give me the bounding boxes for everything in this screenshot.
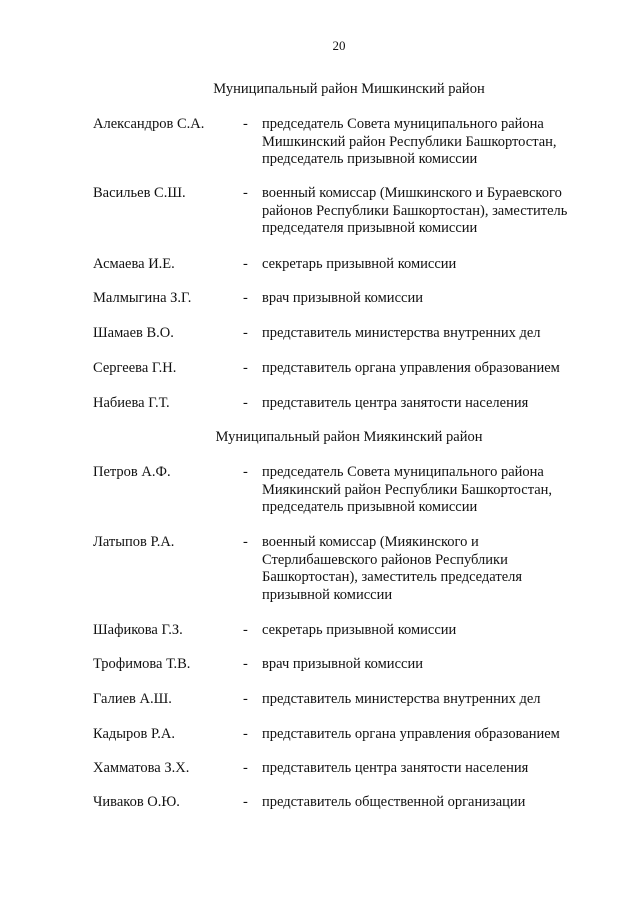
member-dash: - <box>243 256 248 272</box>
member-role-line: представитель министерства внутренних дел <box>262 325 541 341</box>
member-dash: - <box>243 464 248 480</box>
member-role-line: врач призывной комиссии <box>262 656 423 672</box>
member-role-line: председатель Совета муниципального района <box>262 464 544 480</box>
member-role-line: представитель органа управления образованием <box>262 360 560 376</box>
member-dash: - <box>243 360 248 376</box>
member-role <box>262 760 602 778</box>
section-title: Муниципальный район Мишкинский район <box>213 81 485 97</box>
member-dash: - <box>243 116 248 132</box>
member-dash: - <box>243 534 248 550</box>
member-role-line: представитель органа управления образованием <box>262 726 560 742</box>
member-role <box>262 256 602 274</box>
member-role <box>262 691 602 709</box>
member-role <box>262 185 602 238</box>
section-title: Муниципальный район Мияк​инский район <box>215 429 483 445</box>
member-role-line: Мишкинский район Республики Башкортостан, <box>262 133 557 150</box>
member-name: Петров А.Ф. <box>93 464 171 480</box>
member-role-line: председателя призывной комиссии <box>262 220 478 236</box>
section-miyakinsky <box>0 428 640 446</box>
member-role <box>262 395 602 413</box>
member-name: Малмыгина З.Г. <box>93 290 192 306</box>
member-role <box>262 290 602 308</box>
member-role <box>262 116 602 169</box>
member-name: Кадыров Р.А. <box>93 726 175 742</box>
member-role <box>262 534 602 604</box>
member-role-line: представитель общественной организации <box>262 794 526 810</box>
member-name: Набиева Г.Т. <box>93 395 170 411</box>
member-role-line: председатель Совета муниципального района <box>262 116 544 132</box>
member-role-line: председатель призывной комиссии <box>262 151 478 167</box>
member-name: Трофимова Т.В. <box>93 656 191 672</box>
member-role-line: врач призывной комиссии <box>262 290 423 306</box>
member-dash: - <box>243 395 248 411</box>
member-name: Галиев А.Ш. <box>93 691 172 707</box>
member-name: Шафикова Г.З. <box>93 622 183 638</box>
section-mishkinsky <box>0 80 640 98</box>
member-role <box>262 656 602 674</box>
member-role <box>262 794 602 812</box>
member-role-line: председатель призывной комиссии <box>262 499 478 515</box>
member-dash: - <box>243 794 248 810</box>
member-role <box>262 464 602 517</box>
member-role-line: Стерлибашевского районов Республики <box>262 551 508 568</box>
member-role-line: представитель министерства внутренних дел <box>262 691 541 707</box>
member-role <box>262 622 602 640</box>
page-number: 20 <box>332 38 346 53</box>
member-name: Шамаев В.О. <box>93 325 174 341</box>
member-role-line: представитель центра занятости населения <box>262 395 529 411</box>
member-dash: - <box>243 656 248 672</box>
member-name: Хамматова З.Х. <box>93 760 190 776</box>
member-role <box>262 325 602 343</box>
member-role <box>262 360 602 378</box>
member-role-line: Башкортостан), заместитель председателя <box>262 569 523 585</box>
member-role-line: Миякинский район Республики Башкортостан, <box>262 481 553 498</box>
member-role-line: секретарь призывной комиссии <box>262 622 457 638</box>
member-dash: - <box>243 691 248 707</box>
member-role <box>262 726 602 744</box>
member-name: Латыпов Р.А. <box>93 534 175 550</box>
member-name: Чиваков О.Ю. <box>93 794 180 810</box>
member-name: Сергеева Г.Н. <box>93 360 177 376</box>
member-dash: - <box>243 760 248 776</box>
member-role-line: военный комиссар (Миякинского и <box>262 534 479 550</box>
member-role-line: районов Республики Башкортостан), заместитель <box>262 202 568 219</box>
member-dash: - <box>243 325 248 341</box>
member-role-line: секретарь призывной комиссии <box>262 256 457 272</box>
member-dash: - <box>243 726 248 742</box>
member-name: Александров С.А. <box>93 116 205 132</box>
member-name: Асмаева И.Е. <box>93 256 175 272</box>
member-name: Васильев С.Ш. <box>93 185 186 201</box>
member-role-line: призывной комиссии <box>262 586 393 603</box>
member-role-line: военный комиссар (Мишкинского и Бураевского <box>262 185 562 201</box>
member-role-line: представитель центра занятости населения <box>262 760 529 776</box>
member-dash: - <box>243 622 248 638</box>
member-dash: - <box>243 290 248 306</box>
member-dash: - <box>243 185 248 201</box>
